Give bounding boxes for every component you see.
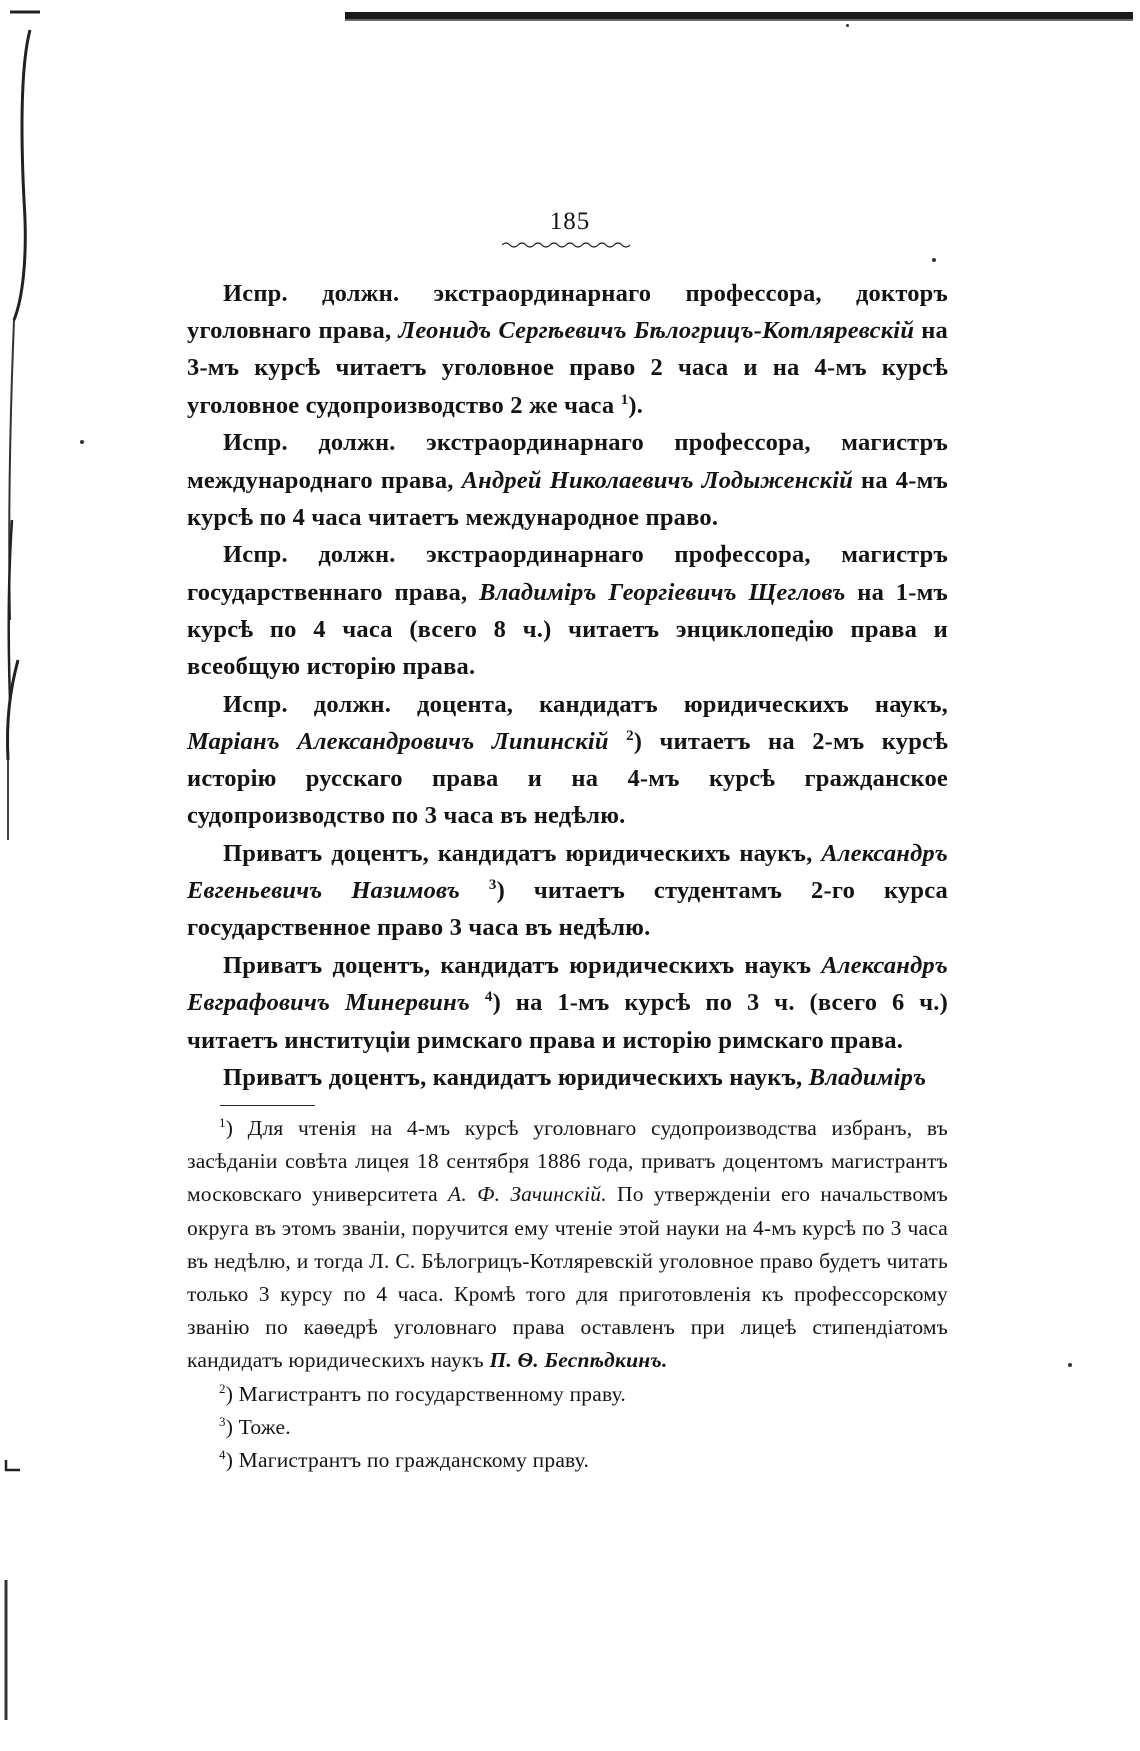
footnote-separator xyxy=(220,1105,315,1106)
person-name: Владиміръ Георгіевичъ Щегловъ xyxy=(479,578,846,606)
paragraph-vladimir: Приватъ доцентъ, кандидатъ юридическихъ наукъ, Владиміръ xyxy=(223,1064,927,1092)
person-name: Владиміръ xyxy=(808,1064,927,1092)
footnotes xyxy=(187,1112,948,1477)
paragraph-scheglov: Испр. должн. экстраординарнаго профессора, магистръ государственнаго права, Владиміръ Георгіевичъ Щегловъ на 1-мъ курсѣ по 4 часа (всего 8 ч.) читаетъ энциклопедію права и всеобщую исторію права. xyxy=(187,541,948,681)
print-speck xyxy=(80,440,84,444)
footnote-ref: 3 xyxy=(488,877,497,894)
footnote-mark: 2 xyxy=(219,1380,226,1396)
person-name: Андрей Николаевичъ Лодыженскій xyxy=(461,466,854,494)
person-name: Александръ Евграфовичъ Минервинъ xyxy=(187,952,948,1017)
footnote-mark: 4 xyxy=(219,1446,226,1462)
footnote-3: $^3$) Тоже. xyxy=(219,1413,291,1439)
print-speck xyxy=(846,24,849,27)
top-edge-rule xyxy=(345,12,1133,19)
person-name: Александръ Евгеньевичъ Назимовъ xyxy=(187,840,948,905)
person-name: Маріанъ Александровичъ Липинскій xyxy=(187,727,609,755)
paragraph-lipinsky: Испр. должн. доцента, кандидатъ юридическихъ наукъ, Маріанъ Александровичъ Липинскій $^2$) читаетъ на 2-мъ курсѣ исторію русскаго права и на 4-мъ курсѣ гражданское судопроизводство по 3 часа въ недѣлю. xyxy=(187,690,949,830)
print-speck xyxy=(932,258,936,262)
paragraph-lodyzh-belogric: Испр. должн. экстраординарнаго профессора, докторъ уголовнаго права, Леонидъ Сергѣевичъ Бѣлогрицъ-Котляревскій на 3-мъ курсѣ читаетъ уголовное право 2 часа и на 4-мъ курсѣ уголовное судопроизводство 2 же часа $^1$). xyxy=(187,280,948,419)
footnote-mark: 1 xyxy=(219,1114,226,1130)
paragraph-minervin: Приватъ доцентъ, кандидатъ юридическихъ наукъ Александръ Евграфовичъ Минервинъ $^4$) на 1-мъ курсѣ по 3 ч. (всего 6 ч.) читаетъ институціи римскаго права и исторію римскаго права. xyxy=(187,952,948,1054)
print-speck xyxy=(1068,1363,1072,1367)
main-text xyxy=(187,275,948,1096)
footnote-ref: 4 xyxy=(484,989,493,1006)
person-name: П. Ѳ. Беспѣдкинъ. xyxy=(489,1348,668,1373)
footnote-4: $^4$) Магистрантъ по гражданскому праву. xyxy=(219,1446,590,1473)
paragraph-lodyzhensky: Испр. должн. экстраординарнаго профессора, магистръ международнаго права, Андрей Николаевичъ Лодыженскій на 4-мъ курсѣ по 4 часа читаетъ международное право. xyxy=(187,429,948,531)
footnote-mark: 3 xyxy=(219,1413,226,1429)
page-number-underline-ornament xyxy=(502,241,630,249)
binding-edge xyxy=(0,0,40,1751)
person-name: А. Ф. Зачинскій. xyxy=(448,1182,607,1207)
footnote-1: $^1$) Для чтенія на 4-мъ курсѣ уголовнаго судопроизводства избранъ, въ засѣданіи совѣта лицея 18 сентября 1886 года, приватъ доцентомъ магистрантъ московскаго университета А. Ф. Зачинскій. По утвержденіи его начальствомъ округа въ этомъ званіи, поручится ему чтеніе этой науки на 4-мъ курсѣ по 3 часа въ недѣлю, и тогда Л. С. Бѣлогрицъ-Котляревскій уголовное право будетъ читать только 3 курсу по 4 часа. Кромѣ того для приготовленія къ профессорскому званію по каѳедрѣ уголовнаго права оставленъ при лицеѣ стипендіатомъ кандидатъ юридическихъ наукъ П. Ѳ. Беспѣдкинъ. xyxy=(187,1114,948,1373)
footnote-ref: 1 xyxy=(620,391,629,408)
page-number: 185 xyxy=(549,208,591,235)
paragraph-nazimov: Приватъ доцентъ, кандидатъ юридическихъ наукъ, Александръ Евгеньевичъ Назимовъ $^3$) читаетъ студентамъ 2-го курса государственное право 3 часа въ недѣлю. xyxy=(187,840,949,942)
footnote-ref: 2 xyxy=(626,727,634,744)
person-name: Леонидъ Сергѣевичъ Бѣлогрицъ-Котляревскій xyxy=(398,317,915,345)
footnote-2: $^2$) Магистрантъ по государственному праву. xyxy=(219,1380,626,1406)
